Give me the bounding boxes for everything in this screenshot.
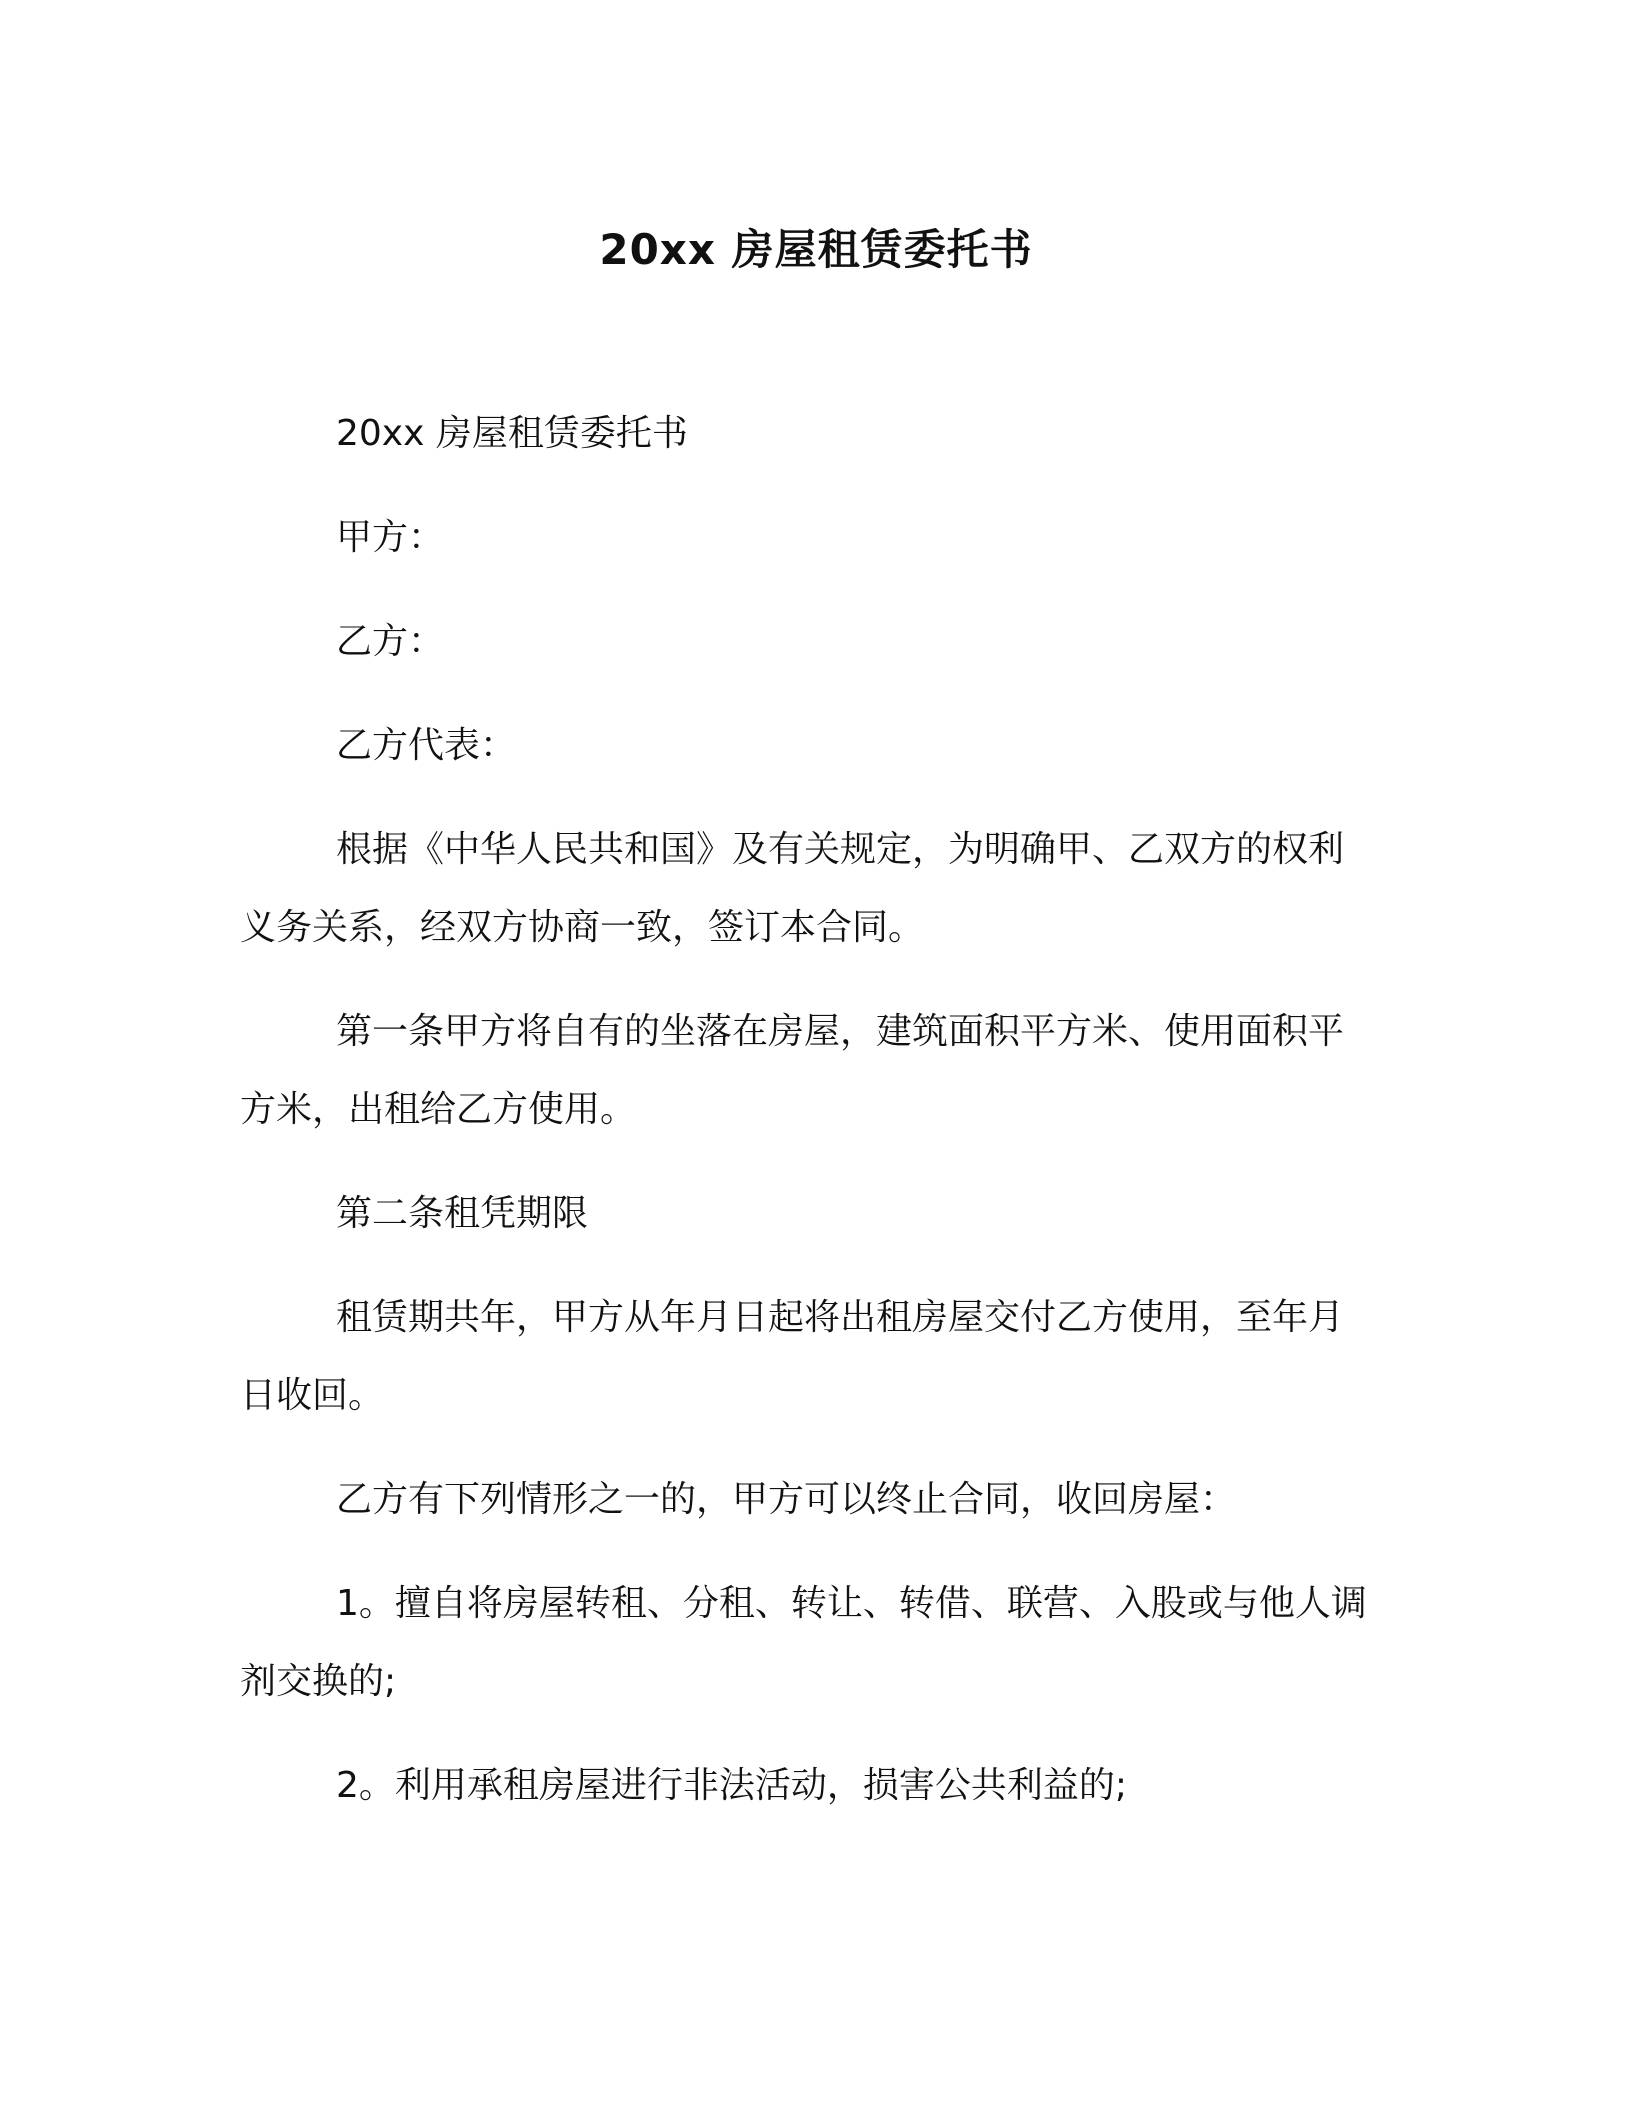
paragraph-condition-1: 1。擅自将房屋转租、分租、转让、转借、联营、入股或与他人调剂交换的; — [240, 1583, 1367, 1702]
paragraph-preamble: 根据《中华人民共和国》及有关规定，为明确甲、乙双方的权利义务关系，经双方协商一致，签订本合同。 — [240, 829, 1345, 948]
paragraph-party-b-representative: 乙方代表： — [336, 725, 517, 766]
paragraph-article-1: 第一条甲方将自有的坐落在房屋，建筑面积平方米、使用面积平方米，出租给乙方使用。 — [240, 1011, 1345, 1130]
document-title: 20xx 房屋租赁委托书 — [599, 225, 1033, 274]
paragraph-subtitle: 20xx 房屋租赁委托书 — [336, 413, 688, 454]
paragraph-condition-2: 2。利用承租房屋进行非法活动，损害公共利益的; — [336, 1765, 1128, 1806]
document-body — [240, 395, 1370, 1851]
paragraph-lease-term: 租赁期共年，甲方从年月日起将出租房屋交付乙方使用，至年月日收回。 — [240, 1297, 1345, 1416]
paragraph-party-b: 乙方： — [336, 621, 445, 662]
paragraph-termination-conditions: 乙方有下列情形之一的，甲方可以终止合同，收回房屋： — [336, 1479, 1237, 1520]
paragraph-party-a: 甲方： — [336, 517, 445, 558]
paragraph-article-2-heading: 第二条租凭期限 — [336, 1193, 589, 1234]
